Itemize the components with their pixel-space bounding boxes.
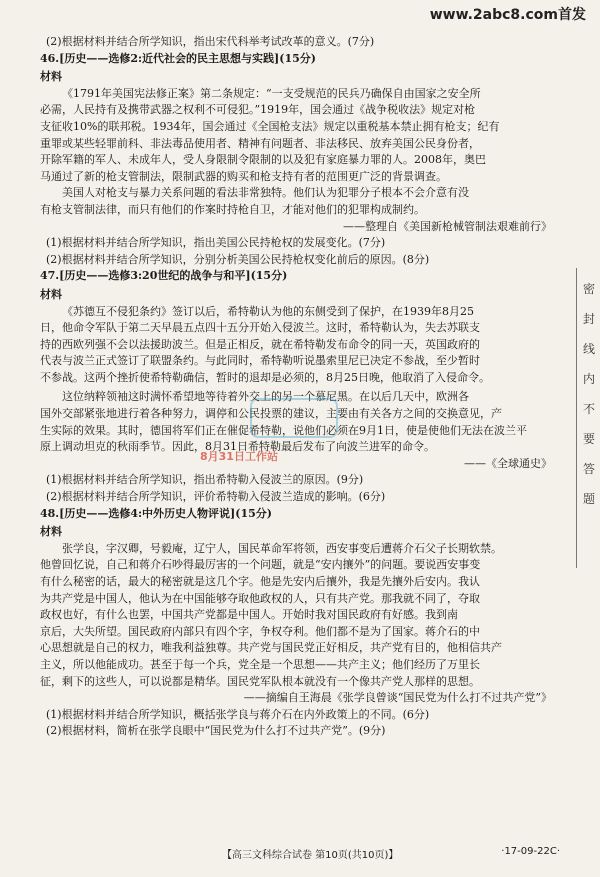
sub-question: (1)根据材料并结合所学知识，指出美国公民持枪权的发展变化。(7分) [46, 236, 386, 250]
seal-line-text [581, 274, 597, 514]
material-label: 材料 [40, 70, 62, 84]
seal-line-char: 要 [582, 432, 595, 446]
source-citation: ——摘编自王海晨《张学良曾谈“国民党为什么打不过共产党”》 [243, 691, 552, 705]
text-line: 美国人对枪支与暴力关系问题的看法非常独特。他们认为犯罪分子根本不会介意有没 [62, 186, 469, 200]
text-line: 心思想就是自己的权力，唯我利益独尊。共产党与国民党正好相反，共产党有目的，他相信共产 [40, 641, 502, 655]
text-line: 原上调动坦克的秋雨季节。因此，8月31日希特勒最后发布了向波兰进军的命令。 [40, 440, 435, 454]
sub-question: (1)根据材料并结合所学知识，概括张学良与蒋介石在内外政策上的不同。(6分) [46, 707, 430, 721]
sub-question: (1)根据材料并结合所学知识，指出希特勒入侵波兰的原因。(9分) [46, 473, 364, 487]
seal-line-char: 密 [582, 282, 595, 296]
seal-line-sidebar [576, 268, 600, 568]
exam-content [40, 34, 570, 740]
text-line: 《1791年美国宪法修正案》第二条规定：“一支受规范的民兵乃确保自由国家之安全所 [62, 86, 481, 100]
text-line: 开除军籍的军人、未成年人，受人身限制令限制的以及犯有家庭暴力罪的人。2008年，奥巴 [40, 153, 486, 167]
text-line: 征，剩下的这些人，可以说都是精华。国民党军队根本就没有一个像共产党人那样的思想。 [40, 674, 480, 688]
text-line: 支征收10%的联邦税。1934年，国会通过《全国枪支法》规定以重税基本禁止拥有枪支；纪有 [40, 119, 500, 133]
question-heading: 46.[历史——选修2:近代社会的民主思想与实践](15分) [40, 51, 316, 65]
text-line: 重罪或某些轻罪前科、非法毒品使用者、精神有问题者、非法移民、放弃美国公民身份者， [40, 136, 480, 150]
seal-line-char: 答 [582, 462, 595, 476]
text-line: 京后，大失所望。国民政府内部只有四个字，争权夺利。他们都不是为了国家。蒋介石的中 [40, 624, 480, 638]
sub-question: (2)根据材料并结合所学知识，分别分析美国公民持枪权变化前后的原因。(8分) [46, 252, 430, 266]
text-line: 持的西欧列强不会以法援助波兰。但是正相反，就在希特勒发布命令的同一天，英国政府的 [40, 337, 480, 351]
source-citation: ——整理自《美国新枪械管制法艰难前行》 [343, 219, 552, 233]
text-line: 代表与波兰正式签订了联盟条约。与此同时，希特勒听说墨索里尼已决定不参战，至少暂时 [40, 354, 480, 368]
seal-line-char: 内 [582, 372, 595, 386]
question-heading: 47.[历史——选修3:20世纪的战争与和平](15分) [40, 269, 288, 283]
text-line: 有什么秘密的话，最大的秘密就是这几个字。他是先安内后攘外，我是先攘外后安内。我认 [40, 575, 480, 588]
text-line: 《苏德互不侵犯条约》签订以后，希特勒认为他的东侧受到了保护，在1939年8月25 [62, 304, 474, 318]
sub-question: (2)根据材料并结合所学知识，评价希特勒入侵波兰造成的影响。(6分) [46, 490, 386, 504]
sub-question: (2)根据材料并结合所学知识，指出宋代科举考试改革的意义。(7分) [46, 35, 375, 48]
text-line: 主义，所以他能成功。甚至于每一个兵，党全是一个思想——共产主义；他们经历了万里长 [40, 657, 480, 671]
seal-line-char: 不 [582, 402, 595, 416]
source-citation: ——《全球通史》 [464, 456, 552, 470]
text-line: 他曾回忆说，自己和蒋介石吵得最厉害的一个问题，就是“安内攘外”的问题。要说西安事变 [40, 558, 481, 572]
page-footer [0, 846, 600, 862]
text-line: 生实际的效果。其时，德国将军们正在催促希特勒，说他们必须在9月1日，使是使他们无法在波兰平 [40, 423, 527, 437]
watermark-logo [250, 398, 338, 438]
text-line: 张学良，字汉卿，号毅庵，辽宁人，国民革命军将领，西安事变后遭蒋介石父子长期软禁。 [62, 541, 502, 555]
site-watermark: www.2abc8.com首发 [429, 7, 586, 23]
seal-line-char: 封 [582, 312, 595, 326]
text-line: 不参战。这两个挫折使希特勒确信，暂时的退却是必须的，8月25日晚，他取消了入侵命令。 [40, 370, 490, 384]
sub-question: (2)根据材料，简析在张学良眼中“国民党为什么打不过共产党”。(9分) [46, 724, 386, 738]
material-label: 材料 [40, 287, 62, 301]
material-label: 材料 [40, 525, 62, 539]
text-line: 这位纳粹领袖这时满怀希望地等待着外交上的另一个慕尼黑。在以后几天中，欧洲各 [62, 390, 469, 404]
text-line: 日，他命令军队于第二天早晨五点四十五分开始入侵波兰。这时，希特勒认为，失去苏联支 [40, 321, 480, 335]
question-heading: 48.[历史——选修4:中外历史人物评说](15分) [40, 506, 272, 520]
text-line: 马通过了新的枪支管制法，限制武器的购买和枪支持有者的范围更广泛的背景调查。 [40, 169, 447, 183]
seal-line-char: 题 [582, 492, 595, 506]
text-line: 政权也好，有什么也罢，中国共产党都是中国人。开始时我对国民政府有好感。我到南 [40, 608, 458, 622]
red-stamp-text: 8月31日工作站 [200, 450, 278, 463]
text-line: 为共产党是中国人，他认为在中国能够夺取他政权的人，只有共产党。那我就不同了，夺取 [40, 591, 480, 605]
text-line: 国外交部紧张地进行着各种努力，调停和公民投票的建议，主要由有关各方之间的交换意见，产 [40, 407, 502, 421]
text-line: 有枪支管制法律，而只有他们的作案时持枪自卫，才能对他们的犯罪构成制约。 [40, 202, 425, 216]
footer-page-info: 【高三文科综合试卷 第10页(共10页)】 [222, 850, 399, 861]
footer-code: ·17-09-22C· [501, 846, 560, 857]
seal-line-char: 线 [582, 342, 595, 356]
text-line: 必需，人民持有及携带武器之权利不可侵犯。”1919年，国会通过《战争税收法》规定对枪 [40, 103, 476, 117]
